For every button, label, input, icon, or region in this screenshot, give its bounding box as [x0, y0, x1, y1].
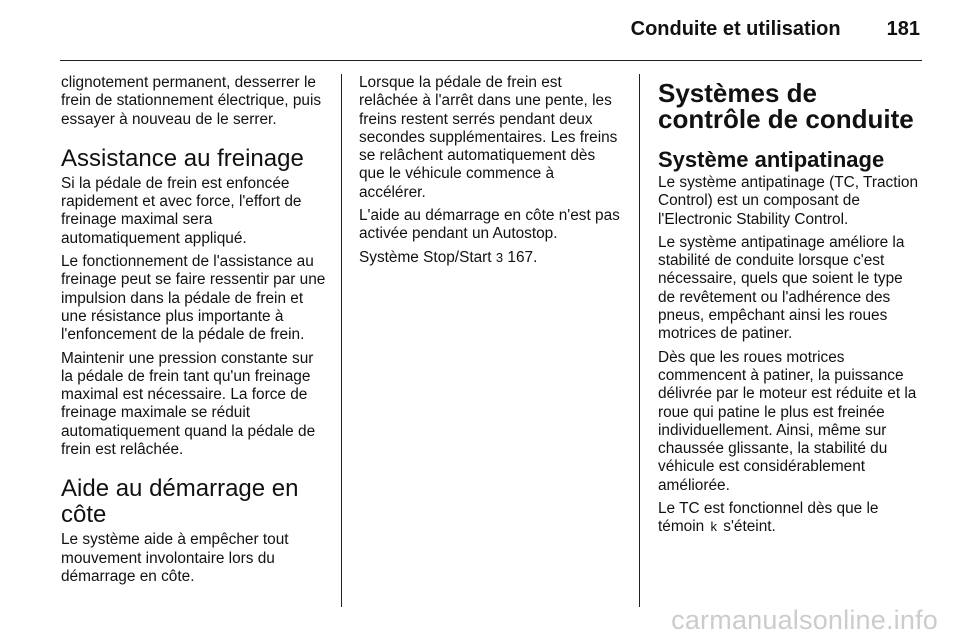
section-title: Conduite et utilisation — [630, 18, 841, 40]
paragraph: Le TC est fonctionnel dès que le témoin k s'éteint. — [658, 500, 879, 536]
column-divider-1 — [341, 74, 342, 607]
traction-control-warning-icon: k — [710, 519, 717, 535]
paragraph: Le fonctionnement de l'assistance au freinage peut se faire ressentir par une impulsion dans la pédale de frein et une résistance plus importante à l'enfoncement de la pédale de frein. — [61, 253, 326, 344]
paragraph: Le système aide à empêcher tout mouvement involontaire lors du démarrage en côte. — [61, 531, 289, 585]
paragraph: Le système antipatinage (TC, Traction Control) est un composant de l'Electronic Stability Control. — [658, 174, 919, 228]
cross-reference-text: Système Stop/Start — [359, 248, 492, 266]
column-1 — [61, 74, 326, 591]
page-header — [631, 18, 920, 41]
heading-traction-control: Système antipatinage — [658, 147, 885, 172]
watermark: carmanualsonline.info — [671, 605, 938, 635]
paragraph: Maintenir une pression constante sur la pédale de frein tant qu'un freinage maximal est nécessaire. La force de freinage maximale se réduit automatiquement quand la pédale de frein est relâchée. — [61, 349, 316, 459]
column-divider-2 — [639, 74, 640, 607]
paragraph: L'aide au démarrage en côte n'est pas activée pendant un Autostop. — [359, 207, 620, 243]
paragraph: Le système antipatinage améliore la stabilité de conduite lorsque c'est nécessaire, quels que soient le type de revêtement ou l'adhérence des pneus, empêchant ainsi les roues motrices de patiner. — [658, 233, 905, 343]
header-rule — [60, 60, 922, 61]
cross-reference-page[interactable]: 167. — [507, 248, 538, 266]
page-arrow-icon: 3 — [495, 249, 504, 265]
cross-reference[interactable] — [359, 249, 624, 267]
heading-brake-assist: Assistance au freinage — [61, 144, 304, 172]
paragraph: Lorsque la pédale de frein est relâchée à l'arrêt dans une pente, les freins restent serrés pendant deux secondes supplémentaires. Les freins se relâchent automatiquement dès que le véhicule commence à accélérer. — [359, 74, 618, 201]
heading-hill-start: Aide au démarrage en côte — [61, 475, 299, 529]
column-2 — [359, 74, 624, 272]
page-number: 181 — [886, 18, 920, 40]
heading-driving-control-systems: Systèmes de contrôle de conduite — [658, 78, 914, 134]
paragraph-continued: clignotement permanent, desserrer le frein de stationnement électrique, puis essayer à nouveau de le serrer. — [61, 74, 322, 128]
column-3 — [658, 74, 923, 542]
paragraph: Si la pédale de frein est enfoncée rapidement et avec force, l'effort de freinage maximal sera automatiquement appliqué. — [61, 174, 302, 247]
paragraph: Dès que les roues motrices commencent à patiner, la puissance délivrée par le moteur est réduite et la roue qui patine le plus est freinée individuellement. Ainsi, même sur chaussée glissante, la stabilité du véhicule est considérablement améliorée. — [658, 348, 917, 494]
